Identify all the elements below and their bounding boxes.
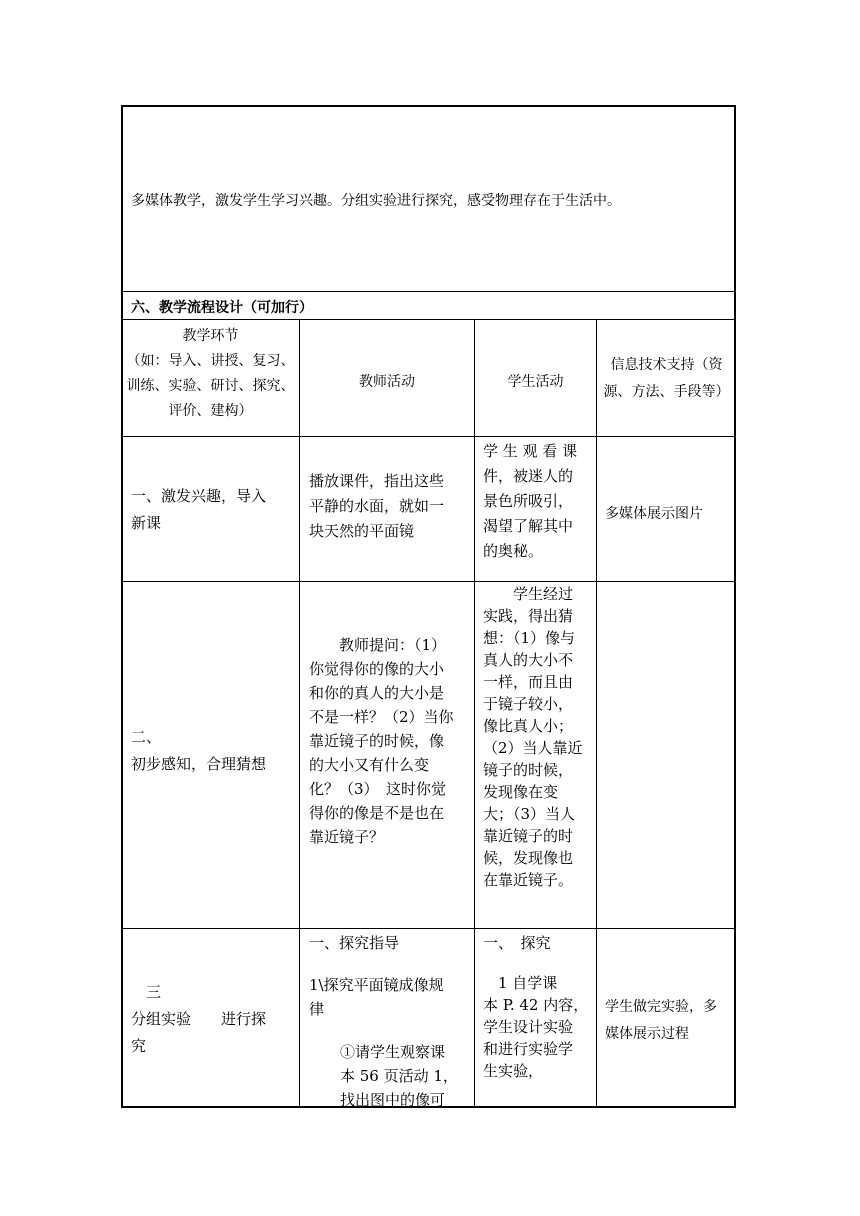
row2-teacher: [309, 633, 474, 849]
row1-stage-line: 新课: [131, 514, 162, 532]
row2-stage-line: 二、: [131, 728, 162, 746]
row1-teacher-line: 播放课件，指出这些: [309, 472, 445, 490]
row3-teacher-item-line: ①请学生观察课: [340, 1043, 446, 1061]
row1-student-line: 渴望了解其中: [483, 517, 574, 535]
header-teacher: 教师活动: [359, 374, 415, 390]
row2-student-line: 候，发现像也: [483, 849, 574, 867]
row2-teacher-line: 教师提问：（1）: [309, 636, 447, 654]
row1-teacher: [309, 469, 474, 544]
row1-stage: [131, 483, 296, 537]
row1-student: [483, 439, 595, 564]
header-tech: [597, 352, 736, 406]
row2-student-line: 真人的大小不: [483, 651, 574, 669]
rule-row1-bottom: [121, 581, 736, 582]
row3-stage-line: 三: [131, 983, 162, 1001]
objectives-text: 多媒体教学，激发学生学习兴趣。分组实验进行探究，感受物理存在于生活中。: [131, 193, 621, 209]
rule-header-bottom: [121, 436, 736, 437]
row3-stage: [131, 979, 296, 1060]
row1-student-line: 景色所吸引，: [483, 492, 574, 510]
row3-student-line: 生实验，: [483, 1062, 544, 1080]
header-stage-line: （如：导入、讲授、复习、: [126, 353, 295, 369]
row2-teacher-line: 靠近镜子的时候，像: [309, 732, 445, 750]
row2-student-line: 在靠近镜子。: [483, 871, 574, 889]
table-frame: [121, 105, 736, 1108]
rule-col3-right: [596, 319, 597, 1107]
row2-stage-line: 初步感知，合理猜想: [131, 755, 267, 773]
row2-student-line: 靠近镜子的时: [483, 827, 574, 845]
row3-tech: [605, 994, 735, 1048]
row3-student-line: 1 自学课: [483, 974, 558, 992]
row1-teacher-line: 块天然的平面镜: [309, 522, 415, 540]
header-stage-line: 评价、建构）: [168, 403, 253, 419]
row3-tech-line: 媒体展示过程: [605, 1026, 689, 1042]
row2-student: [483, 583, 595, 891]
row2-teacher-line: 和你的真人的大小是: [309, 684, 445, 702]
row2-student-line: 实践，得出猜: [483, 607, 574, 625]
row3-teacher-sub-line: 律: [309, 1000, 325, 1018]
row2-teacher-line: 不是一样？（2）当你: [309, 708, 454, 726]
rule-objectives-bottom: [121, 291, 736, 292]
row3-tech-line: 学生做完实验，多: [605, 999, 717, 1015]
row2-student-line: （2）当人靠近: [483, 739, 583, 757]
header-tech-line: 信息技术支持（资: [610, 357, 723, 373]
row3-student-line: 学生设计实验: [483, 1018, 574, 1036]
row2-student-line: 镜子的时候，: [483, 761, 574, 779]
row1-student-line: 的奥秘。: [483, 542, 544, 560]
row3-teacher-item: [340, 1040, 474, 1112]
rule-row2-bottom: [121, 928, 736, 929]
row2-student-line: 大；（3）当人: [483, 805, 576, 823]
row3-teacher-item-line: 找出图中的像可: [340, 1091, 446, 1109]
row2-student-line: 一样，而且由: [483, 673, 574, 691]
row1-student-line: 学 生 观 看 课: [483, 442, 578, 460]
header-stage-line: 教学环节: [182, 328, 239, 344]
row3-teacher-item-line: 本 56 页活动 1，: [340, 1067, 458, 1085]
row3-stage-line: 究: [131, 1037, 147, 1055]
rule-col1-right: [299, 319, 300, 1107]
row3-teacher-sub-line: 1\探究平面镜成像规: [309, 976, 444, 994]
header-tech-line: 源、方法、手段等）: [603, 384, 730, 400]
row3-student-line: 和进行实验学: [483, 1040, 574, 1058]
row3-teacher-title: 一、探究指导: [309, 934, 400, 952]
row3-student-line: 本 P. 42 内容，: [483, 996, 589, 1014]
row2-teacher-line: 的大小又有什么变: [309, 756, 430, 774]
row1-teacher-line: 平静的水面，就如一: [309, 497, 445, 515]
row1-student-line: 件，被迷人的: [483, 467, 574, 485]
row2-student-line: 于镜子较小，: [483, 695, 574, 713]
row3-student-title: 一、 探究: [483, 934, 551, 952]
row3-stage-line: 分组实验 进行探: [131, 1010, 267, 1028]
row2-student-line: 想：（1）像与: [483, 629, 576, 647]
row2-student-line: 发现像在变: [483, 783, 559, 801]
row2-teacher-line: 得你的像是不是也在: [309, 804, 445, 822]
row1-tech: 多媒体展示图片: [605, 506, 703, 522]
row1-stage-line: 一、激发兴趣，导入: [131, 487, 267, 505]
row3-teacher-sub: [309, 973, 474, 1021]
row2-stage: [131, 724, 296, 778]
row2-teacher-line: 靠近镜子？: [309, 828, 385, 846]
header-stage: [122, 324, 299, 424]
rule-section-bottom: [121, 319, 736, 320]
header-student: 学生活动: [507, 374, 564, 390]
header-stage-line: 训练、实验、研讨、探究、: [126, 378, 295, 394]
section-title: 六、教学流程设计（可加行）: [131, 300, 313, 316]
rule-col2-right: [474, 319, 475, 1107]
row2-teacher-line: 你觉得你的像的大小: [309, 660, 445, 678]
row2-student-line: 学生经过: [483, 585, 574, 603]
row2-student-line: 像比真人小；: [483, 717, 574, 735]
row3-student: [483, 972, 595, 1082]
row2-teacher-line: 化？（3） 这时你觉: [309, 780, 447, 798]
